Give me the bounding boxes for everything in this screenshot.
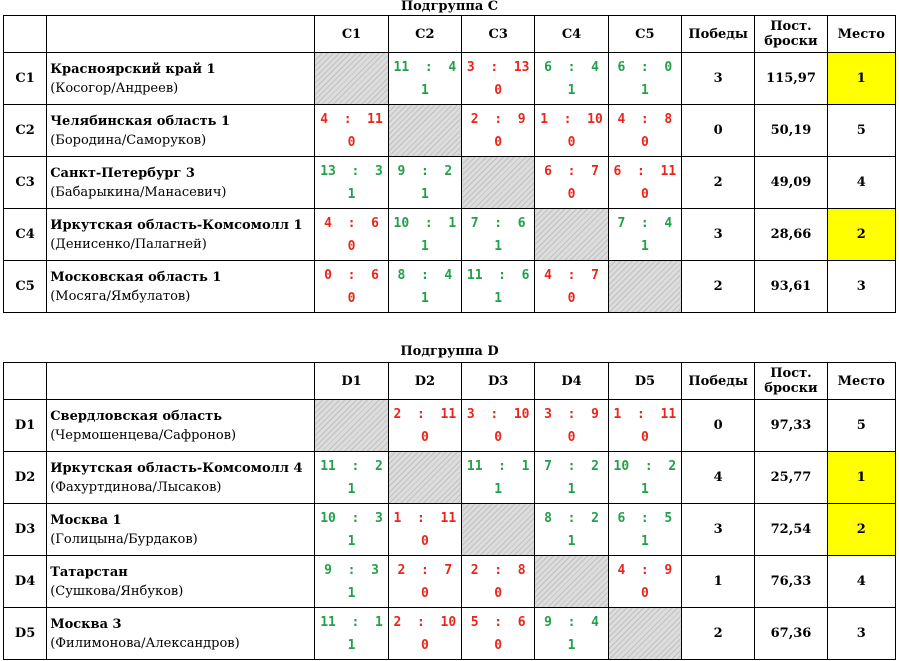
match-score-cell [608,209,681,261]
team-name: Иркутская область-Комсомолл 4 [50,460,303,476]
team-cell [47,261,315,313]
match-points: 1 [420,186,429,202]
match-score-cell [315,608,388,660]
match-score: 6 : 0 [617,59,673,75]
match-score: 3 : 13 [466,59,530,75]
header-opponent-c3: D3 [462,363,535,400]
match-score: 10 : 3 [320,510,383,526]
match-score-cell [388,261,461,313]
match-score: 4 : 9 [617,562,673,578]
header-team [47,363,315,400]
table-row [4,261,896,313]
match-points: 1 [640,82,649,98]
subgroup-c [3,0,896,314]
match-score: 6 : 4 [544,59,599,75]
team-name: Москва 1 [50,512,122,528]
table-row [4,400,896,452]
match-score-cell [388,400,461,452]
team-players: (Денисенко/Палагней) [50,236,207,252]
match-score-cell [535,261,608,313]
match-score: 1 : 11 [613,406,677,422]
team-cell [47,157,315,209]
team-cell [47,53,315,105]
team-code: C1 [4,53,47,105]
header-shots: Пост. броски [755,16,827,53]
team-name: Иркутская область-Комсомолл 1 [50,217,303,233]
team-players: (Сушкова/Янбуков) [50,583,184,599]
team-name: Московская область 1 [50,269,222,285]
match-score-cell [388,556,461,608]
team-code: D4 [4,556,47,608]
shots-cell: 97,33 [755,400,827,452]
header-corner [4,363,47,400]
match-score: 10 : 1 [393,215,457,231]
match-score: 3 : 10 [466,406,530,422]
match-points: 1 [567,82,576,98]
team-name: Свердловская область [50,408,223,424]
team-name: Санкт-Петербург 3 [50,165,195,181]
match-score-cell [315,261,388,313]
place-cell: 4 [827,157,895,209]
subgroup-d-table [3,362,896,660]
wins-cell: 0 [682,400,755,452]
team-players: (Филимонова/Александров) [50,635,240,651]
match-points: 1 [640,238,649,254]
match-score: 11 : 6 [466,267,530,283]
team-code: C5 [4,261,47,313]
self-match-cell [608,608,681,660]
table-row [4,608,896,660]
team-players: (Бабарыкина/Манасевич) [50,184,227,200]
match-score-cell [462,261,535,313]
match-points: 1 [494,481,503,497]
match-score: 1 : 10 [540,111,603,127]
match-score-cell [388,504,461,556]
match-score-cell [315,157,388,209]
team-cell [47,504,315,556]
match-points: 1 [640,481,649,497]
match-score: 11 : 2 [320,458,383,474]
match-score: 6 : 7 [544,163,599,179]
match-score-cell [535,608,608,660]
shots-cell: 76,33 [755,556,827,608]
match-points: 0 [494,585,503,601]
wins-cell: 0 [682,105,755,157]
match-score: 2 : 10 [393,614,457,630]
match-points: 0 [347,238,356,254]
shots-cell: 49,09 [755,157,827,209]
header-wins: Победы [682,363,755,400]
match-score: 2 : 7 [397,562,453,578]
table-row [4,53,896,105]
match-score-cell [535,504,608,556]
match-score: 11 : 1 [466,458,530,474]
wins-cell: 4 [682,452,755,504]
self-match-cell [535,209,608,261]
team-cell [47,400,315,452]
match-score-cell [608,53,681,105]
header-opponent-c3: C3 [462,16,535,53]
match-score: 2 : 9 [470,111,526,127]
header-team [47,16,315,53]
subgroup-d [3,345,896,661]
match-score: 4 : 11 [320,111,383,127]
match-score: 4 : 6 [324,215,379,231]
header-opponent-c2: D2 [388,363,461,400]
match-points: 1 [347,481,356,497]
match-points: 0 [420,585,429,601]
match-points: 1 [567,481,576,497]
header-corner [4,16,47,53]
match-score: 2 : 11 [393,406,457,422]
match-score-cell [462,556,535,608]
match-score-cell [315,209,388,261]
match-points: 0 [347,134,356,150]
match-score: 9 : 4 [544,614,599,630]
shots-cell: 50,19 [755,105,827,157]
team-name: Москва 3 [50,616,122,632]
match-points: 0 [494,429,503,445]
header-opponent-c4: D4 [535,363,608,400]
team-code: D5 [4,608,47,660]
team-code: C3 [4,157,47,209]
match-points: 0 [494,134,503,150]
self-match-cell [462,504,535,556]
match-score-cell [608,556,681,608]
match-points: 1 [347,585,356,601]
wins-cell: 2 [682,261,755,313]
match-points: 0 [640,134,649,150]
match-score-cell [462,400,535,452]
team-players: (Бородина/Саморуков) [50,132,207,148]
shots-cell: 93,61 [755,261,827,313]
self-match-cell [388,105,461,157]
match-score-cell [462,209,535,261]
match-points: 1 [420,290,429,306]
match-score-cell [462,53,535,105]
shots-cell: 72,54 [755,504,827,556]
header-wins: Победы [682,16,755,53]
match-score-cell [535,400,608,452]
team-code: D3 [4,504,47,556]
wins-cell: 2 [682,157,755,209]
match-score: 9 : 3 [324,562,379,578]
match-points: 0 [567,134,576,150]
self-match-cell [315,53,388,105]
team-name: Красноярский край 1 [50,61,216,77]
shots-cell: 25,77 [755,452,827,504]
header-opponent-c2: C2 [388,16,461,53]
table-row [4,504,896,556]
wins-cell: 3 [682,53,755,105]
match-score-cell [462,452,535,504]
match-points: 0 [347,290,356,306]
team-cell [47,556,315,608]
place-cell: 1 [827,53,895,105]
team-cell [47,452,315,504]
header-place: Место [827,16,895,53]
table-row [4,452,896,504]
match-score: 13 : 3 [320,163,383,179]
team-cell [47,209,315,261]
match-points: 0 [640,186,649,202]
match-points: 1 [494,290,503,306]
header-row [4,363,896,400]
header-place: Место [827,363,895,400]
match-score: 7 : 4 [617,215,673,231]
place-cell: 5 [827,400,895,452]
subgroup-c-table [3,15,896,313]
wins-cell: 3 [682,209,755,261]
shots-cell: 28,66 [755,209,827,261]
table-row [4,556,896,608]
match-points: 0 [640,429,649,445]
self-match-cell [388,452,461,504]
match-points: 0 [494,637,503,653]
match-score-cell [315,105,388,157]
match-score-cell [315,452,388,504]
self-match-cell [535,556,608,608]
match-score: 0 : 6 [324,267,379,283]
match-points: 1 [567,533,576,549]
match-score-cell [608,157,681,209]
header-opponent-c1: D1 [315,363,388,400]
header-opponent-c5: D5 [608,363,681,400]
team-code: C2 [4,105,47,157]
match-points: 1 [494,238,503,254]
place-cell: 2 [827,209,895,261]
match-score-cell [608,452,681,504]
team-code: D2 [4,452,47,504]
match-score-cell [535,157,608,209]
match-score: 9 : 2 [397,163,453,179]
team-cell [47,608,315,660]
match-score: 10 : 2 [613,458,677,474]
header-shots: Пост. броски [755,363,827,400]
match-points: 0 [420,637,429,653]
match-score-cell [388,209,461,261]
match-score-cell [315,504,388,556]
team-name: Челябинская область 1 [50,113,231,129]
team-players: (Косогор/Андреев) [50,80,179,96]
match-score: 7 : 2 [544,458,599,474]
match-points: 0 [567,186,576,202]
shots-cell: 115,97 [755,53,827,105]
place-cell: 3 [827,608,895,660]
match-score: 6 : 5 [617,510,673,526]
match-points: 1 [567,637,576,653]
match-score: 11 : 1 [320,614,383,630]
match-score-cell [608,400,681,452]
match-score-cell [608,105,681,157]
match-score-cell [462,608,535,660]
team-name: Татарстан [50,564,128,580]
match-score-cell [535,105,608,157]
match-score-cell [388,157,461,209]
team-players: (Чермошенцева/Сафронов) [50,427,237,443]
place-cell: 1 [827,452,895,504]
match-score: 2 : 8 [470,562,526,578]
match-points: 1 [420,238,429,254]
team-players: (Голицына/Бурдаков) [50,531,198,547]
match-points: 0 [420,429,429,445]
match-score: 3 : 9 [544,406,599,422]
match-score: 7 : 6 [470,215,526,231]
match-points: 0 [567,290,576,306]
subgroup-d-title: Подгруппа D [400,344,499,359]
subgroup-c-title: Подгруппа C [400,0,499,14]
match-score-cell [535,452,608,504]
match-score: 8 : 4 [397,267,453,283]
match-points: 0 [420,533,429,549]
shots-cell: 67,36 [755,608,827,660]
team-players: (Мосяга/Ямбулатов) [50,288,191,304]
self-match-cell [315,400,388,452]
place-cell: 5 [827,105,895,157]
table-row [4,105,896,157]
header-opponent-c5: C5 [608,16,681,53]
match-score-cell [388,608,461,660]
match-points: 1 [347,186,356,202]
team-cell [47,105,315,157]
match-points: 0 [640,585,649,601]
match-score-cell [535,53,608,105]
header-opponent-c4: C4 [535,16,608,53]
match-points: 0 [494,82,503,98]
match-score-cell [462,105,535,157]
match-points: 1 [347,637,356,653]
wins-cell: 2 [682,608,755,660]
self-match-cell [608,261,681,313]
match-score: 4 : 8 [617,111,673,127]
header-opponent-c1: C1 [315,16,388,53]
team-code: D1 [4,400,47,452]
header-row [4,16,896,53]
self-match-cell [462,157,535,209]
match-score: 8 : 2 [544,510,599,526]
match-score-cell [388,53,461,105]
match-points: 1 [420,82,429,98]
team-code: C4 [4,209,47,261]
match-score-cell [608,504,681,556]
place-cell: 4 [827,556,895,608]
match-score: 5 : 6 [470,614,526,630]
place-cell: 3 [827,261,895,313]
match-score: 11 : 4 [393,59,457,75]
table-row [4,157,896,209]
match-points: 0 [567,429,576,445]
match-points: 1 [347,533,356,549]
match-score: 4 : 7 [544,267,599,283]
table-row [4,209,896,261]
place-cell: 2 [827,504,895,556]
wins-cell: 3 [682,504,755,556]
match-points: 1 [640,533,649,549]
match-score: 1 : 11 [393,510,457,526]
match-score: 6 : 11 [613,163,677,179]
wins-cell: 1 [682,556,755,608]
team-players: (Фахуртдинова/Лысаков) [50,479,222,495]
match-score-cell [315,556,388,608]
